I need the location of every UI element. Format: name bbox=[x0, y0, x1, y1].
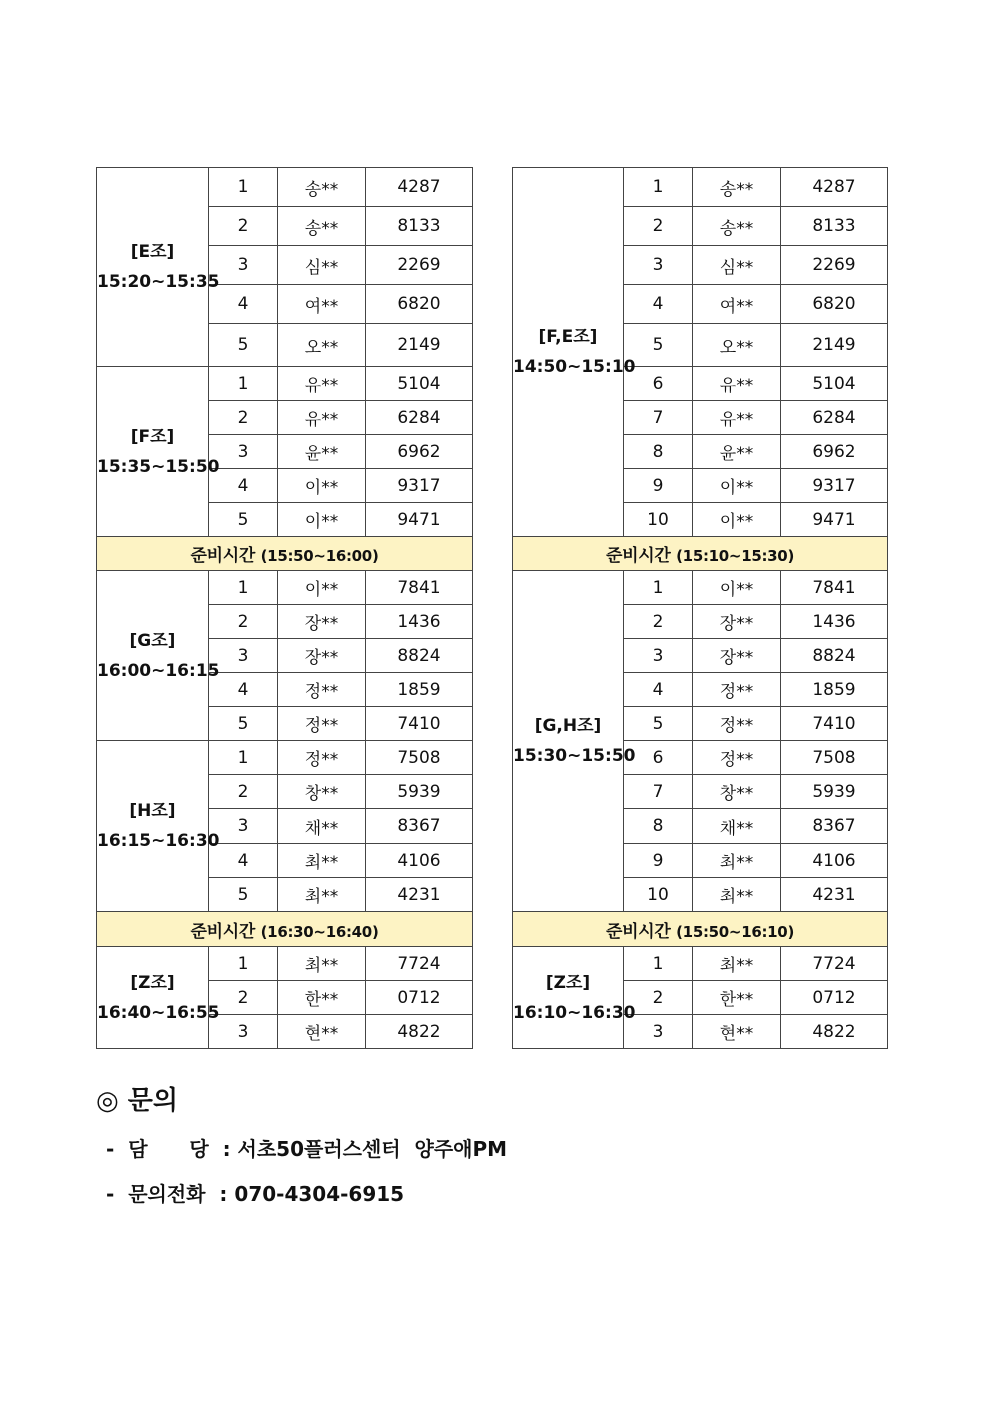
masked-name: 유** bbox=[693, 367, 781, 401]
row-number: 8 bbox=[624, 809, 693, 844]
phone-line bbox=[106, 1178, 507, 1207]
row-number: 2 bbox=[209, 207, 278, 246]
prep-row bbox=[513, 912, 888, 947]
group-cell bbox=[513, 947, 636, 1049]
row-number: 2 bbox=[209, 775, 278, 809]
prep-label: 준비시간 bbox=[190, 921, 255, 942]
phone-suffix: 8824 bbox=[366, 639, 473, 673]
row-number: 3 bbox=[209, 435, 278, 469]
left-schedule-table bbox=[96, 167, 473, 1049]
table-row bbox=[513, 947, 888, 981]
masked-name: 정** bbox=[278, 741, 366, 775]
masked-name: 최** bbox=[278, 947, 366, 981]
row-number: 3 bbox=[624, 1015, 693, 1049]
masked-name: 윤** bbox=[278, 435, 366, 469]
phone-suffix: 8133 bbox=[781, 207, 888, 246]
prep-row bbox=[97, 912, 473, 947]
row-number: 4 bbox=[209, 285, 278, 324]
phone-suffix: 9471 bbox=[781, 503, 888, 537]
phone-suffix: 8367 bbox=[781, 809, 888, 844]
group-cell bbox=[513, 571, 636, 912]
phone-suffix: 1436 bbox=[366, 605, 473, 639]
row-number: 2 bbox=[624, 605, 693, 639]
row-number: 5 bbox=[624, 324, 693, 367]
masked-name: 채** bbox=[278, 809, 366, 844]
masked-name: 이** bbox=[278, 503, 366, 537]
phone-suffix: 4106 bbox=[781, 844, 888, 878]
masked-name: 정** bbox=[693, 673, 781, 707]
phone-suffix: 7841 bbox=[366, 571, 473, 605]
masked-name: 장** bbox=[693, 605, 781, 639]
row-number: 2 bbox=[209, 605, 278, 639]
phone-suffix: 2149 bbox=[781, 324, 888, 367]
phone-suffix: 7410 bbox=[781, 707, 888, 741]
row-number: 9 bbox=[624, 469, 693, 503]
masked-name: 이** bbox=[278, 571, 366, 605]
phone-suffix: 7724 bbox=[366, 947, 473, 981]
row-number: 1 bbox=[209, 741, 278, 775]
masked-name: 심** bbox=[693, 246, 781, 285]
table-row bbox=[97, 367, 473, 401]
row-number: 9 bbox=[624, 844, 693, 878]
group-cell bbox=[97, 168, 220, 367]
row-number: 3 bbox=[624, 639, 693, 673]
table-row bbox=[97, 168, 473, 207]
masked-name: 최** bbox=[693, 878, 781, 912]
phone-suffix: 4287 bbox=[366, 168, 473, 207]
masked-name: 이** bbox=[693, 571, 781, 605]
row-number: 2 bbox=[624, 207, 693, 246]
phone-suffix: 6284 bbox=[366, 401, 473, 435]
group-time: 14:50~15:10 bbox=[513, 357, 636, 377]
group-label: [G,H조] bbox=[534, 716, 602, 736]
phone-suffix: 1436 bbox=[781, 605, 888, 639]
prep-time-cell bbox=[513, 912, 888, 947]
phone-suffix: 9471 bbox=[366, 503, 473, 537]
group-cell bbox=[513, 168, 636, 537]
phone-suffix: 7508 bbox=[366, 741, 473, 775]
row-number: 4 bbox=[209, 844, 278, 878]
phone-label: - 문의전화 : bbox=[106, 1182, 228, 1206]
prep-time: (15:50~16:00) bbox=[260, 547, 379, 565]
group-cell bbox=[97, 367, 220, 537]
prep-time-cell bbox=[97, 912, 473, 947]
masked-name: 한** bbox=[278, 981, 366, 1015]
masked-name: 이** bbox=[278, 469, 366, 503]
phone-suffix: 6962 bbox=[366, 435, 473, 469]
row-number: 10 bbox=[624, 503, 693, 537]
row-number: 10 bbox=[624, 878, 693, 912]
masked-name: 이** bbox=[693, 469, 781, 503]
group-time: 16:10~16:30 bbox=[513, 1002, 636, 1023]
group-time: 15:30~15:50 bbox=[513, 746, 636, 766]
group-cell bbox=[97, 741, 220, 912]
phone-suffix: 5104 bbox=[781, 367, 888, 401]
row-number: 5 bbox=[209, 503, 278, 537]
phone-suffix: 2269 bbox=[366, 246, 473, 285]
phone-suffix: 0712 bbox=[366, 981, 473, 1015]
table-row bbox=[97, 571, 473, 605]
phone-value: 070-4304-6915 bbox=[234, 1182, 405, 1206]
group-cell bbox=[97, 571, 220, 741]
row-number: 3 bbox=[209, 809, 278, 844]
prep-label: 준비시간 bbox=[606, 546, 671, 566]
row-number: 6 bbox=[624, 367, 693, 401]
masked-name: 유** bbox=[278, 401, 366, 435]
masked-name: 유** bbox=[693, 401, 781, 435]
masked-name: 최** bbox=[278, 878, 366, 912]
masked-name: 송** bbox=[693, 207, 781, 246]
masked-name: 심** bbox=[278, 246, 366, 285]
row-number: 4 bbox=[624, 673, 693, 707]
manager-value: 서초50플러스센터 양주애PM bbox=[237, 1137, 508, 1161]
row-number: 2 bbox=[209, 981, 278, 1015]
masked-name: 정** bbox=[693, 707, 781, 741]
phone-suffix: 5939 bbox=[366, 775, 473, 809]
group-label: [F조] bbox=[130, 426, 175, 447]
phone-suffix: 9317 bbox=[366, 469, 473, 503]
right-schedule-table bbox=[512, 167, 888, 1049]
phone-suffix: 8824 bbox=[781, 639, 888, 673]
group-time: 16:40~16:55 bbox=[97, 1002, 220, 1023]
row-number: 8 bbox=[624, 435, 693, 469]
phone-suffix: 7841 bbox=[781, 571, 888, 605]
prep-row bbox=[513, 537, 888, 571]
prep-time-cell bbox=[97, 537, 473, 571]
group-time: 15:35~15:50 bbox=[97, 456, 220, 477]
masked-name: 송** bbox=[278, 207, 366, 246]
row-number: 5 bbox=[624, 707, 693, 741]
masked-name: 장** bbox=[278, 605, 366, 639]
masked-name: 오** bbox=[278, 324, 366, 367]
phone-suffix: 8133 bbox=[366, 207, 473, 246]
masked-name: 유** bbox=[278, 367, 366, 401]
inquiry-title: ◎ 문의 bbox=[96, 1086, 178, 1116]
prep-row bbox=[97, 537, 473, 571]
manager-label: - 담 당 : bbox=[106, 1137, 231, 1161]
row-number: 1 bbox=[209, 367, 278, 401]
phone-suffix: 8367 bbox=[366, 809, 473, 844]
phone-suffix: 7410 bbox=[366, 707, 473, 741]
inquiry-section bbox=[96, 1080, 507, 1207]
masked-name: 장** bbox=[693, 639, 781, 673]
row-number: 3 bbox=[209, 639, 278, 673]
masked-name: 현** bbox=[693, 1015, 781, 1049]
prep-label: 준비시간 bbox=[190, 546, 255, 566]
masked-name: 이** bbox=[693, 503, 781, 537]
prep-label: 준비시간 bbox=[606, 921, 671, 942]
phone-suffix: 4822 bbox=[781, 1015, 888, 1049]
table-row bbox=[97, 741, 473, 775]
row-number: 1 bbox=[624, 168, 693, 207]
masked-name: 현** bbox=[278, 1015, 366, 1049]
row-number: 1 bbox=[209, 571, 278, 605]
prep-time-cell bbox=[513, 537, 888, 571]
phone-suffix: 6820 bbox=[781, 285, 888, 324]
group-time: 15:20~15:35 bbox=[97, 272, 220, 292]
phone-suffix: 7508 bbox=[781, 741, 888, 775]
phone-suffix: 4106 bbox=[366, 844, 473, 878]
row-number: 3 bbox=[209, 246, 278, 285]
group-time: 16:00~16:15 bbox=[97, 660, 220, 681]
phone-suffix: 9317 bbox=[781, 469, 888, 503]
masked-name: 채** bbox=[693, 809, 781, 844]
masked-name: 송** bbox=[278, 168, 366, 207]
table-row bbox=[97, 947, 473, 981]
row-number: 7 bbox=[624, 775, 693, 809]
masked-name: 최** bbox=[693, 844, 781, 878]
masked-name: 창** bbox=[693, 775, 781, 809]
group-label: [Z조] bbox=[130, 972, 175, 993]
table-row bbox=[513, 168, 888, 207]
phone-suffix: 5104 bbox=[366, 367, 473, 401]
masked-name: 최** bbox=[278, 844, 366, 878]
prep-time: (16:30~16:40) bbox=[260, 922, 379, 941]
group-time: 16:15~16:30 bbox=[97, 831, 220, 851]
row-number: 4 bbox=[209, 673, 278, 707]
row-number: 5 bbox=[209, 878, 278, 912]
phone-suffix: 4231 bbox=[781, 878, 888, 912]
row-number: 4 bbox=[209, 469, 278, 503]
phone-suffix: 6820 bbox=[366, 285, 473, 324]
group-cell bbox=[97, 947, 220, 1049]
row-number: 1 bbox=[209, 947, 278, 981]
phone-suffix: 1859 bbox=[781, 673, 888, 707]
group-label: [F,E조] bbox=[538, 327, 598, 347]
row-number: 7 bbox=[624, 401, 693, 435]
masked-name: 송** bbox=[693, 168, 781, 207]
masked-name: 최** bbox=[693, 947, 781, 981]
row-number: 2 bbox=[624, 981, 693, 1015]
group-label: [G조] bbox=[129, 630, 176, 651]
group-label: [H조] bbox=[129, 801, 176, 821]
row-number: 4 bbox=[624, 285, 693, 324]
phone-suffix: 0712 bbox=[781, 981, 888, 1015]
phone-suffix: 4287 bbox=[781, 168, 888, 207]
phone-suffix: 5939 bbox=[781, 775, 888, 809]
row-number: 1 bbox=[624, 947, 693, 981]
row-number: 6 bbox=[624, 741, 693, 775]
phone-suffix: 4822 bbox=[366, 1015, 473, 1049]
masked-name: 정** bbox=[278, 707, 366, 741]
phone-suffix: 4231 bbox=[366, 878, 473, 912]
phone-suffix: 1859 bbox=[366, 673, 473, 707]
manager-line bbox=[106, 1133, 507, 1162]
row-number: 5 bbox=[209, 707, 278, 741]
masked-name: 장** bbox=[278, 639, 366, 673]
phone-suffix: 2149 bbox=[366, 324, 473, 367]
row-number: 1 bbox=[209, 168, 278, 207]
masked-name: 오** bbox=[693, 324, 781, 367]
phone-suffix: 7724 bbox=[781, 947, 888, 981]
row-number: 3 bbox=[209, 1015, 278, 1049]
group-label: [Z조] bbox=[545, 972, 591, 993]
phone-suffix: 2269 bbox=[781, 246, 888, 285]
prep-time: (15:50~16:10) bbox=[676, 922, 794, 941]
phone-suffix: 6284 bbox=[781, 401, 888, 435]
row-number: 5 bbox=[209, 324, 278, 367]
masked-name: 여** bbox=[278, 285, 366, 324]
group-label: [E조] bbox=[130, 242, 175, 262]
phone-suffix: 6962 bbox=[781, 435, 888, 469]
masked-name: 한** bbox=[693, 981, 781, 1015]
row-number: 3 bbox=[624, 246, 693, 285]
masked-name: 여** bbox=[693, 285, 781, 324]
table-row bbox=[513, 571, 888, 605]
row-number: 2 bbox=[209, 401, 278, 435]
masked-name: 윤** bbox=[693, 435, 781, 469]
masked-name: 창** bbox=[278, 775, 366, 809]
masked-name: 정** bbox=[278, 673, 366, 707]
masked-name: 정** bbox=[693, 741, 781, 775]
row-number: 1 bbox=[624, 571, 693, 605]
prep-time: (15:10~15:30) bbox=[676, 547, 794, 565]
